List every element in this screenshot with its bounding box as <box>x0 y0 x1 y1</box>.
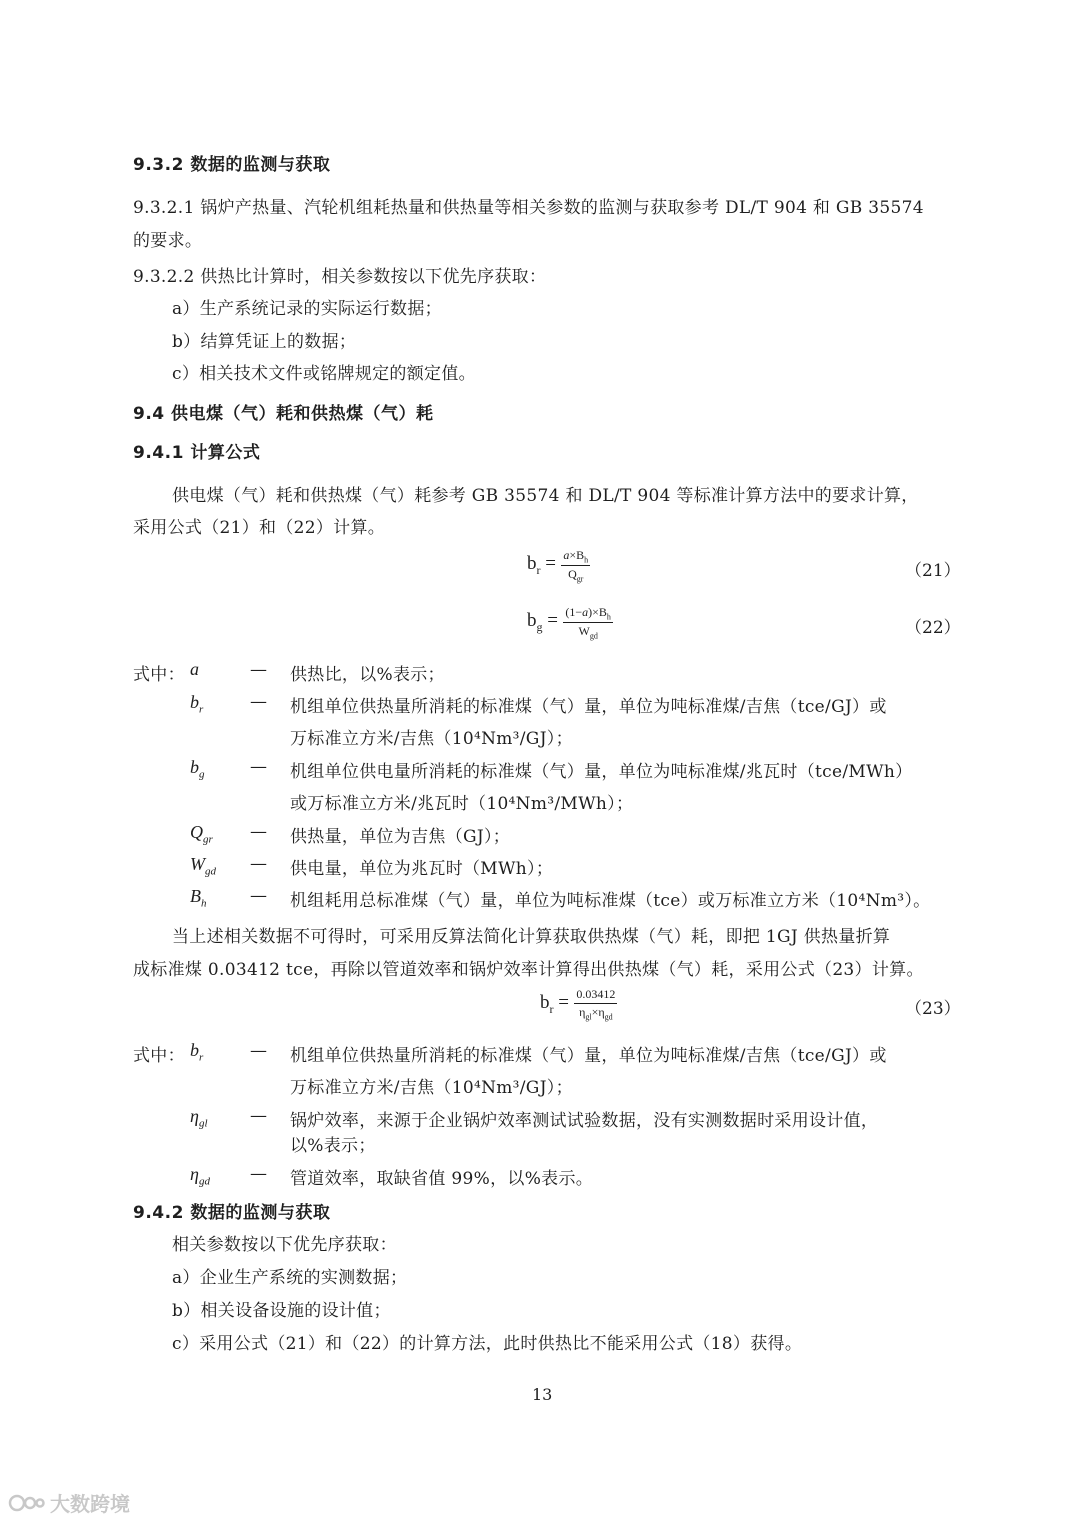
section-9-4-title: 9.4 供电煤（气）耗和供热煤（气）耗 <box>133 404 434 424</box>
def-symbol: $b_r$ <box>190 1040 204 1064</box>
def-text: 万标准立方米/吉焦（10⁴Nm³/GJ）； <box>290 729 573 749</box>
def-symbol: $b_r$ <box>190 692 204 716</box>
def-text: 供热量，单位为吉焦（GJ）； <box>290 827 511 847</box>
watermark-text: 大数跨境 <box>50 1492 130 1516</box>
section-9-4-1-title: 9.4.1 计算公式 <box>133 443 261 463</box>
def-text: 或万标准立方米/兆瓦时（10⁴Nm³/MWh）； <box>290 794 634 814</box>
def-dash: — <box>250 1164 267 1184</box>
s9322-line1: 9.3.2.2 供热比计算时，相关参数按以下优先序获取： <box>133 267 547 287</box>
def-dash: — <box>250 757 267 777</box>
s942-intro: 相关参数按以下优先序获取： <box>172 1235 397 1255</box>
section-9-4-2-title: 9.4.2 数据的监测与获取 <box>133 1203 331 1223</box>
s9322-item-a: a）生产系统记录的实际运行数据； <box>172 299 442 319</box>
s9322-item-b: b）结算凭证上的数据； <box>172 332 357 352</box>
para2-line2: 成标准煤 0.03412 tce，再除以管道效率和锅炉效率计算得出供热煤（气）耗，采用公式（23）计算。 <box>133 960 924 980</box>
def-symbol: $b_g$ <box>190 757 205 781</box>
def-text: 万标准立方米/吉焦（10⁴Nm³/GJ）； <box>290 1078 573 1098</box>
s9321-line1: 9.3.2.1 锅炉产热量、汽轮机组耗热量和供热量等相关参数的监测与获取参考 DL/T 904 和 GB 35574 <box>133 198 924 218</box>
page-number: 13 <box>532 1385 553 1404</box>
def-dash: — <box>250 692 267 712</box>
s942-item-a: a）企业生产系统的实测数据； <box>172 1268 408 1288</box>
s9321-line2: 的要求。 <box>133 231 203 251</box>
s942-item-c: c）采用公式（21）和（22）的计算方法，此时供热比不能采用公式（18）获得。 <box>172 1334 803 1354</box>
def-symbol: $B_h$ <box>190 886 207 910</box>
def-text: 供电量，单位为兆瓦时（MWh）； <box>290 859 554 879</box>
def-dash: — <box>250 854 267 874</box>
section-9-3-2-title: 9.3.2 数据的监测与获取 <box>133 155 331 175</box>
def-text: 机组单位供热量所消耗的标准煤（气）量，单位为吨标准煤/吉焦（tce/GJ）或 <box>290 697 887 717</box>
equation-22: $b_g$ = $\frac{(1-a)\times B_h}{W_{gd}}$ <box>527 605 611 641</box>
where-label: 式中： <box>133 1046 185 1066</box>
s9322-item-c: c）相关技术文件或铭牌规定的额定值。 <box>172 364 476 384</box>
def-text: 锅炉效率，来源于企业锅炉效率测试试验数据，没有实测数据时采用设计值， <box>290 1111 879 1131</box>
where-label: 式中： <box>133 665 185 685</box>
def-dash: — <box>250 1106 267 1126</box>
def-dash: — <box>250 822 267 842</box>
equation-23-number: （23） <box>905 999 961 1019</box>
equation-21-number: （21） <box>905 561 961 581</box>
def-text: 机组耗用总标准煤（气）量，单位为吨标准煤（tce）或万标准立方米（10⁴Nm³）。 <box>290 891 931 911</box>
def-dash: — <box>250 1041 267 1061</box>
s942-item-b: b）相关设备设施的设计值； <box>172 1301 391 1321</box>
para2-line1: 当上述相关数据不可得时，可采用反算法简化计算获取供热煤（气）耗，即把 1GJ 供热量折算 <box>172 927 891 947</box>
watermark <box>8 1488 130 1517</box>
equation-22-number: （22） <box>905 618 961 638</box>
def-symbol: a <box>190 659 199 679</box>
def-dash: — <box>250 886 267 906</box>
def-symbol: $W_{gd}$ <box>190 854 216 878</box>
def-text: 机组单位供电量所消耗的标准煤（气）量，单位为吨标准煤/兆瓦时（tce/MWh） <box>290 762 913 782</box>
def-symbol: $\eta_{gl}$ <box>190 1106 208 1130</box>
def-dash: — <box>250 660 267 680</box>
def-text: 供热比，以%表示； <box>290 665 445 685</box>
def-symbol: $\eta_{gd}$ <box>190 1164 210 1188</box>
def-text: 机组单位供热量所消耗的标准煤（气）量，单位为吨标准煤/吉焦（tce/GJ）或 <box>290 1046 887 1066</box>
def-text: 管道效率，取缺省值 99%，以%表示。 <box>290 1169 594 1189</box>
s941-para-line1: 供电煤（气）耗和供热煤（气）耗参考 GB 35574 和 DL/T 904 等标准计算方法中的要求计算， <box>172 486 919 506</box>
equation-21: $b_r$ = $\frac{a\times B_h}{Q_{gr}}$ <box>527 548 589 584</box>
def-symbol: $Q_{gr}$ <box>190 822 213 846</box>
equation-23: $b_r$ = $\frac{0.03412}{\eta_{gl}\times\eta_{gd}}$ <box>540 987 616 1022</box>
watermark-logo-icon <box>8 1491 46 1515</box>
s941-para-line2: 采用公式（21）和（22）计算。 <box>133 518 386 538</box>
def-text: 以%表示； <box>290 1136 376 1156</box>
